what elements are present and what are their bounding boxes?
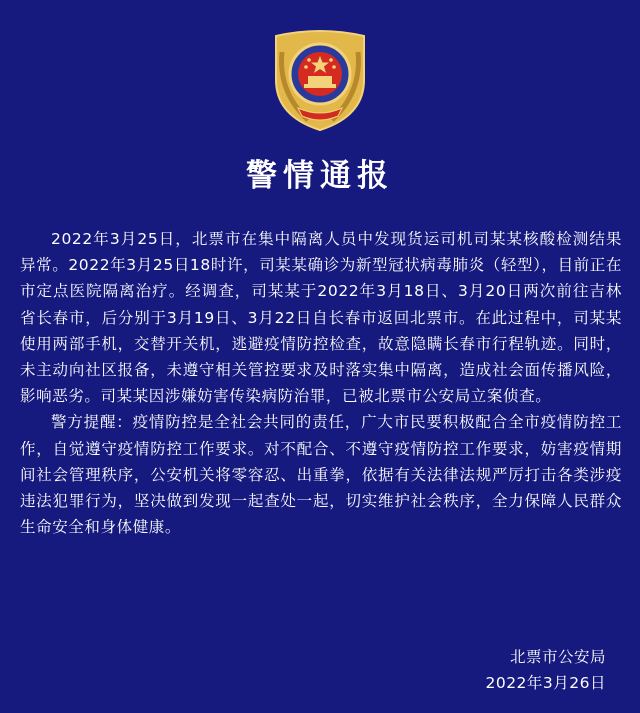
- paragraph-incident: 2022年3月25日，北票市在集中隔离人员中发现货运司机司某某核酸检测结果异常。2022年3月25日18时许，司某某确诊为新型冠状病毒肺炎（轻型），目前正在市定点医院隔离治疗。经调查，司某某于2022年3月18日、3月20日两次前往吉林省长春市，后分别于3月19日、3月22日自长春市返回北票市。在此过程中，司某某使用两部手机，交替开关机，逃避疫情防控检查，故意隐瞒长春市行程轨迹。同时，未主动向社区报备，未遵守相关管控要求及时落实集中隔离，造成社会面传播风险，影响恶劣。司某某因涉嫌妨害传染病防治罪，已被北票市公安局立案侦查。: [20, 230, 622, 406]
- issue-date: 2022年3月26日: [485, 674, 606, 692]
- signature-block: [485, 644, 606, 696]
- police-emblem-icon: [268, 22, 372, 134]
- paragraph-police-reminder: 警方提醒：疫情防控是全社会共同的责任，广大市民要积极配合全市疫情防控工作，自觉遵守疫情防控工作要求。对不配合、不遵守疫情防控工作要求，妨害疫情期间社会管理秩序，公安机关将零容忍、出重拳，依据有关法律法规严厉打击各类涉疫违法犯罪行为，坚决做到发现一起查处一起，切实维护社会秩序，全力保障人民群众生命安全和身体健康。: [20, 413, 622, 537]
- issuer-name: 北票市公安局: [509, 648, 606, 666]
- page-title: 警情通报: [246, 158, 394, 194]
- announcement-body: [20, 226, 622, 540]
